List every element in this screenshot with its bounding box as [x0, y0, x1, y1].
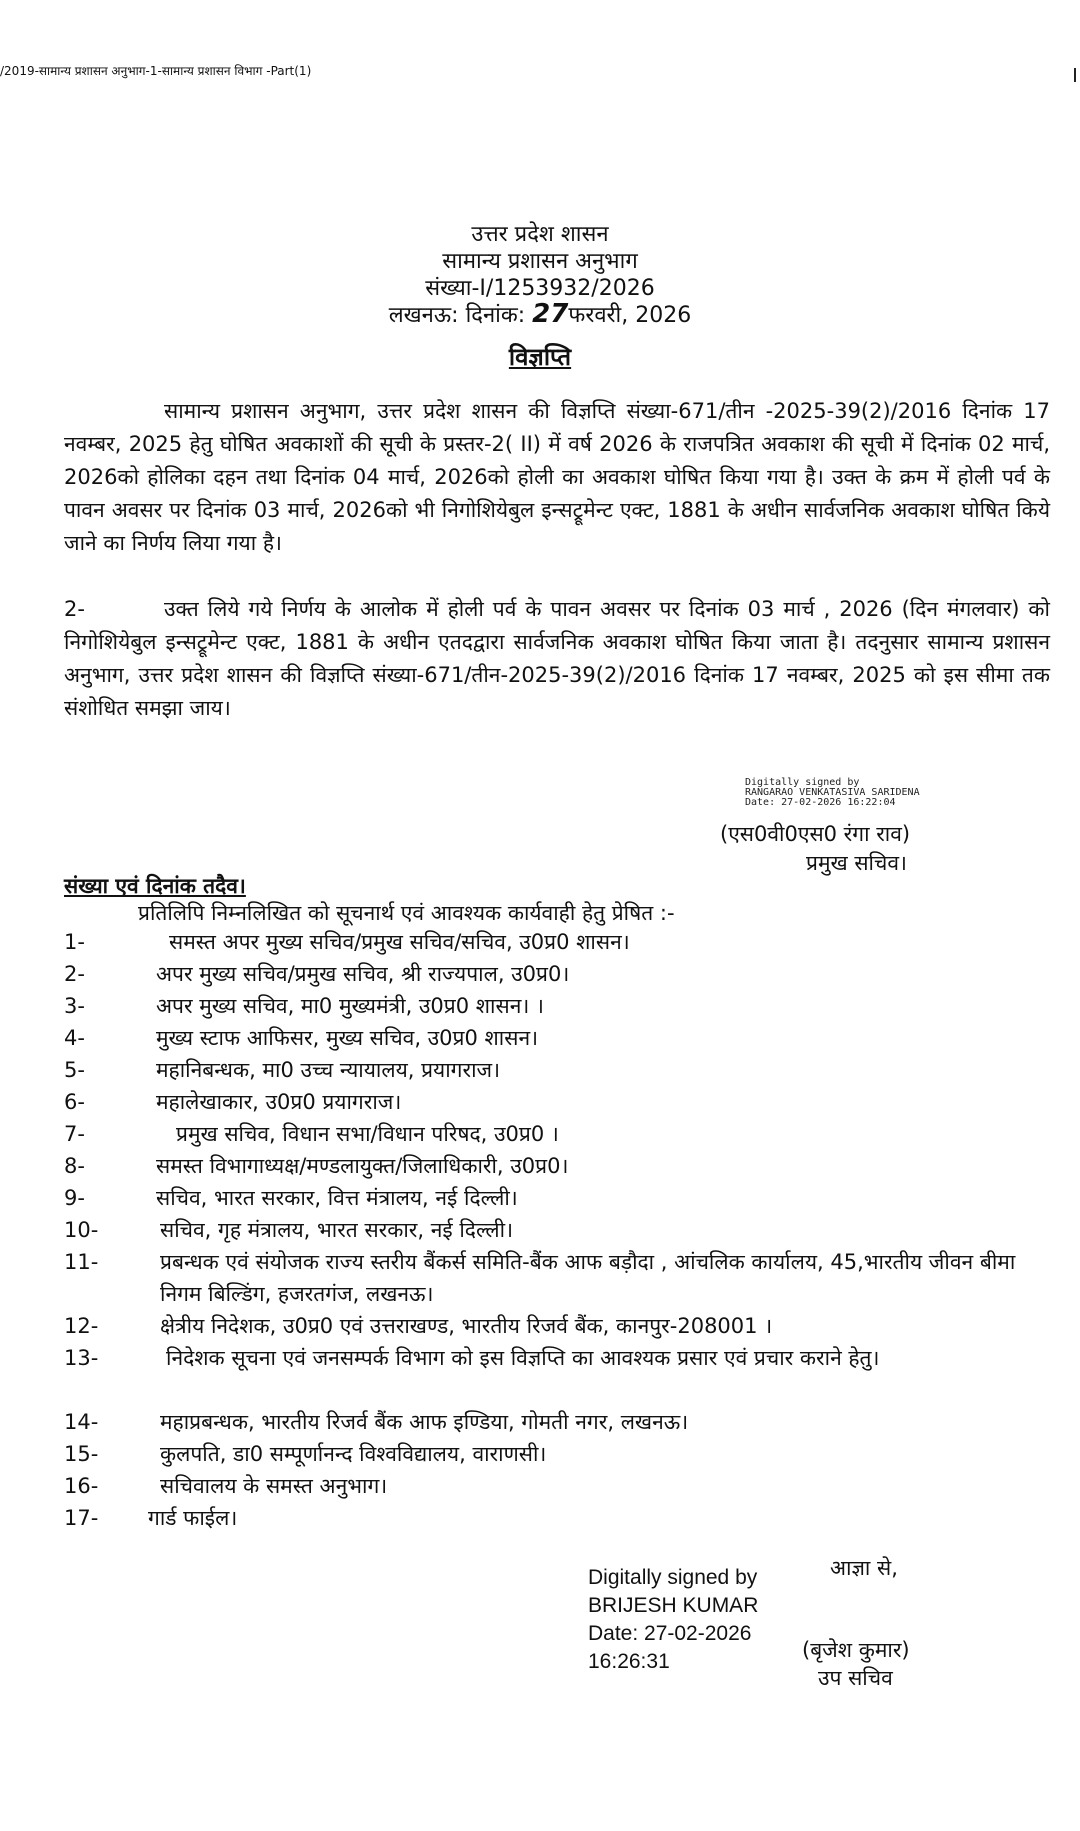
paragraph-1: सामान्य प्रशासन अनुभाग, उत्तर प्रदेश शासन की विज्ञप्ति संख्या-671/तीन -2025-39(2)/2016 दिनांक 17 नवम्बर, 2025 हेतु घोषित अवकाशों की सूची के प्रस्तर-2( II) में वर्ष 2026 के राजपत्रित अवकाश की सूची में दिनांक 02 मार्च, 2026को होलिका दहन तथा दिनांक 04 मार्च, 2026को होली का अवकाश घोषित किया गया है। उक्त के क्रम में होली पर्व के पावन अवसर पर दिनांक 03 मार्च, 2026को भी निगोशियेबुल इन्सट्रूमेन्ट एक्ट, 1881 के अधीन सार्वजनिक अवकाश घोषित किये जाने का निर्णय लिया गया है। — [64, 399, 1050, 555]
list-item-text: महालेखाकार, उ0प्र0 प्रयागराज। — [156, 1090, 402, 1114]
copy-intro: प्रतिलिपि निम्नलिखित को सूचनार्थ एवं आवश्यक कार्यवाही हेतु प्रेषित :- — [138, 901, 675, 925]
list-item-text: समस्त विभागाध्यक्ष/मण्डलायुक्त/जिलाधिकारी, उ0प्र0। — [156, 1154, 569, 1178]
list-item-number: 9- — [64, 1186, 85, 1210]
list-item-text: सचिवालय के समस्त अनुभाग। — [160, 1474, 388, 1498]
list-item-number: 16- — [64, 1474, 99, 1498]
list-item-text: अपर मुख्य सचिव, मा0 मुख्यमंत्री, उ0प्र0 शासन। । — [156, 994, 544, 1018]
list-item-text: महानिबन्धक, मा0 उच्च न्यायालय, प्रयागराज। — [156, 1058, 501, 1082]
signatory-1-name: (एस0वी0एस0 रंगा राव) — [720, 822, 911, 846]
date-day: 27 — [532, 299, 569, 329]
paragraph-2: उक्त लिये गये निर्णय के आलोक में होली पर्व के पावन अवसर पर दिनांक 03 मार्च , 2026 (दिन मंगलवार) को निगोशियेबुल इन्सट्रूमेन्ट एक्ट, 1881 के अधीन एतदद्वारा सार्वजनिक अवकाश घोषित किया जाता है। तदनुसार सामान्य प्रशासन अनुभाग, उत्तर प्रदेश शासन की विज्ञप्ति संख्या-671/तीन-2025-39(2)/2016 दिनांक 17 नवम्बर, 2025 को इस सीमा तक संशोधित समझा जाय। — [64, 597, 1050, 720]
list-item-number: 7- — [64, 1122, 85, 1146]
signatory-2-name: (बृजेश कुमार) — [802, 1638, 910, 1662]
list-item-number: 5- — [64, 1058, 85, 1082]
digital-signature-2 — [588, 1564, 758, 1676]
digital-signature-1 — [745, 778, 920, 808]
section-name: सामान्य प्रशासन अनुभाग — [442, 249, 638, 274]
list-item-text: प्रमुख सचिव, विधान सभा/विधान परिषद, उ0प्र0 । — [176, 1122, 559, 1146]
list-item-number: 11- — [64, 1250, 99, 1274]
list-item-text: क्षेत्रीय निदेशक, उ0प्र0 एवं उत्तराखण्ड, भारतीय रिजर्व बैंक, कानपुर-208001 । — [160, 1314, 773, 1338]
list-item-number: 2- — [64, 962, 85, 986]
list-item-text: निदेशक सूचना एवं जनसम्पर्क विभाग को इस विज्ञप्ति का आवश्यक प्रसार एवं प्रचार कराने हेतु। — [166, 1346, 880, 1370]
reference-number: संख्या-I/1253932/2026 — [425, 276, 655, 301]
place-and-date — [0, 299, 1080, 329]
list-item-number: 3- — [64, 994, 85, 1018]
list-item-text: सचिव, भारत सरकार, वित्त मंत्रालय, नई दिल्ली। — [156, 1186, 518, 1210]
file-reference: /2019-सामान्य प्रशासन अनुभाग-1-सामान्य प्रशासन विभाग -Part(1) — [0, 64, 312, 78]
list-item-number: 1- — [64, 930, 85, 954]
list-item-text: महाप्रबन्धक, भारतीय रिजर्व बैंक आफ इण्डिया, गोमती नगर, लखनऊ। — [160, 1410, 689, 1434]
signatory-2-designation: उप सचिव — [818, 1666, 893, 1690]
list-item-number: 13- — [64, 1346, 99, 1370]
digital-sign-name: RANGARAO VENKATASIVA SARIDENA — [745, 787, 920, 798]
list-item-number: 12- — [64, 1314, 99, 1338]
digital-sign-date: Date: 27-02-2026 16:22:04 — [745, 797, 896, 808]
list-item-number: 15- — [64, 1442, 99, 1466]
list-item-text: प्रबन्धक एवं संयोजक राज्य स्तरीय बैंकर्स समिति-बैंक आफ बड़ौदा , आंचलिक कार्यालय, 45,भारतीय जीवन बीमा निगम बिल्डिंग, हजरतगंज, लखनऊ। — [160, 1250, 1016, 1306]
list-item-number: 8- — [64, 1154, 85, 1178]
signatory-1-designation: प्रमुख सचिव। — [806, 851, 907, 875]
list-item-number: 17- — [64, 1506, 99, 1530]
digital-sign-time: 16:26:31 — [588, 1650, 670, 1673]
list-item-number: 10- — [64, 1218, 99, 1242]
list-item-text: कुलपति, डा0 सम्पूर्णानन्द विश्वविद्यालय, वाराणसी। — [160, 1442, 547, 1466]
by-order: आज्ञा से, — [830, 1556, 898, 1580]
list-item-number: 4- — [64, 1026, 85, 1050]
digital-sign-date: Date: 27-02-2026 — [588, 1622, 752, 1645]
digital-sign-label: Digitally signed by — [745, 777, 860, 788]
date-month-year: फरवरी, 2026 — [568, 303, 692, 328]
digital-sign-name: BRIJESH KUMAR — [588, 1594, 759, 1617]
document-title: विज्ञप्ति — [508, 343, 572, 371]
list-item-text: गार्ड फाईल। — [148, 1506, 238, 1530]
edge-mark — [1074, 68, 1076, 82]
list-item-text: सचिव, गृह मंत्रालय, भारत सरकार, नई दिल्ली। — [160, 1218, 514, 1242]
paragraph-2-number: 2- — [64, 597, 85, 621]
list-item-number: 6- — [64, 1090, 85, 1114]
list-item-number: 14- — [64, 1410, 99, 1434]
place-date-prefix: लखनऊ: दिनांक: — [388, 303, 526, 328]
government-name: उत्तर प्रदेश शासन — [471, 222, 609, 247]
digital-sign-label: Digitally signed by — [588, 1566, 758, 1589]
list-item-text: मुख्य स्टाफ आफिसर, मुख्य सचिव, उ0प्र0 शासन। — [156, 1026, 539, 1050]
copy-heading: संख्या एवं दिनांक तदैव। — [64, 874, 246, 898]
list-item-text: समस्त अपर मुख्य सचिव/प्रमुख सचिव/सचिव, उ0प्र0 शासन। — [169, 930, 630, 954]
list-item-text: अपर मुख्य सचिव/प्रमुख सचिव, श्री राज्यपाल, उ0प्र0। — [156, 962, 570, 986]
